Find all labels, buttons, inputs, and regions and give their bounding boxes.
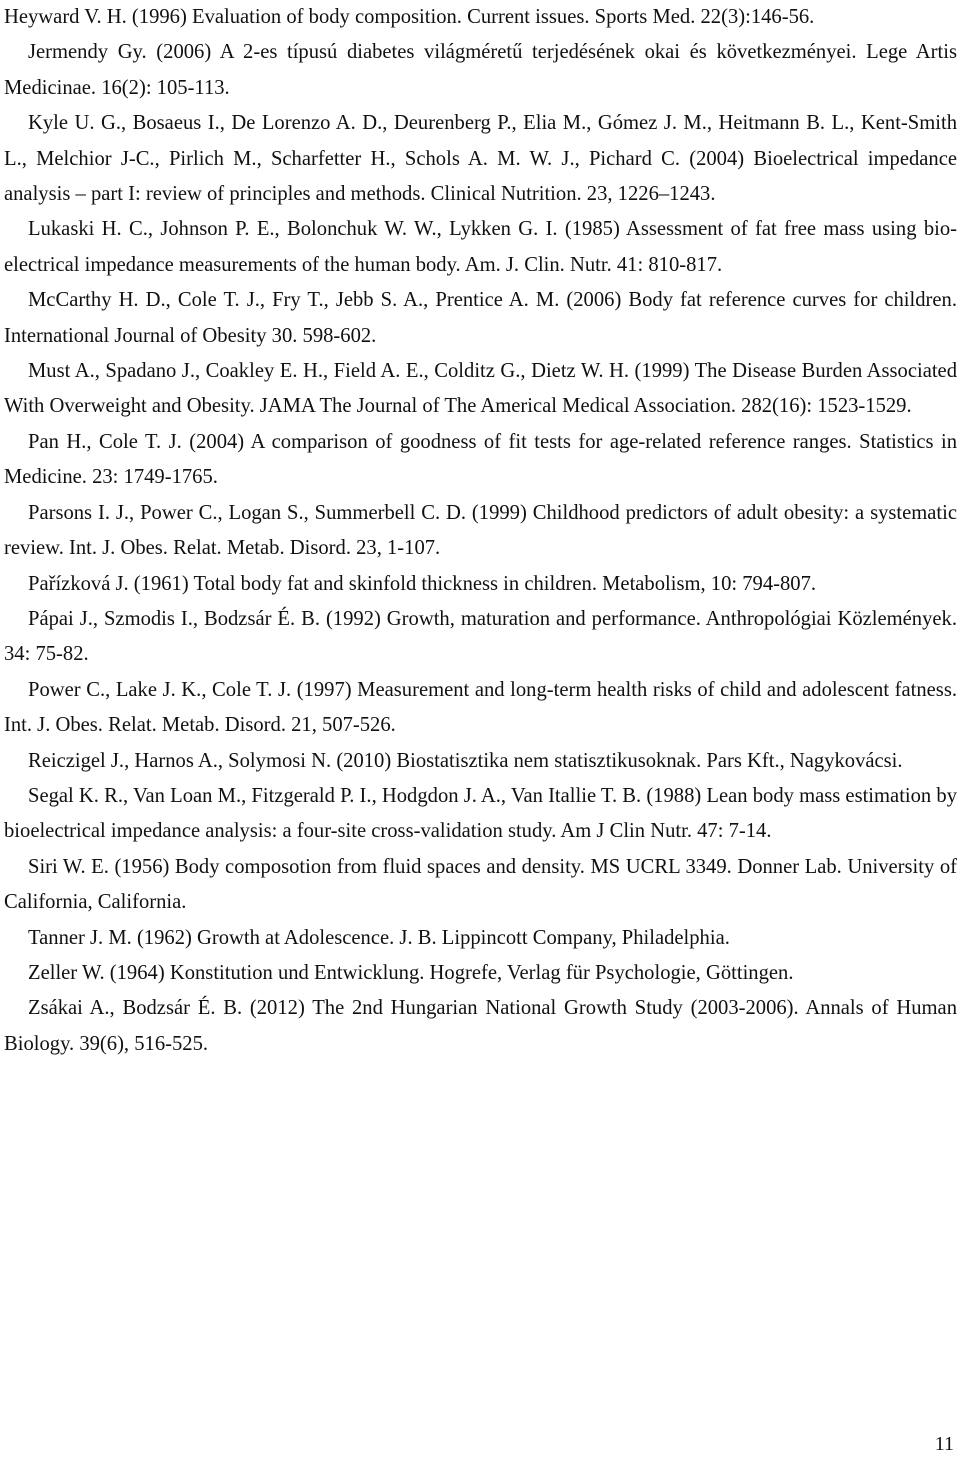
- reference-entry: Jermendy Gy. (2006) A 2-es típusú diabetes világméretű terjedésének okai és következményei. Lege Artis Medicinae. 16(2): 105-113.: [4, 41, 957, 99]
- reference-entry: Kyle U. G., Bosaeus I., De Lorenzo A. D., Deurenberg P., Elia M., Gómez J. M., Heitmann B. L., Kent-Smith L., Melchior J-C., Pirlich M., Scharfetter H., Schols A. M. W. J., Pichard C. (2004) Bioelectrical impedance analysis – part I: review of principles and methods. Clinical Nutrition. 23, 1226–1243.: [4, 112, 957, 206]
- reference-entry: Parsons I. J., Power C., Logan S., Summerbell C. D. (1999) Childhood predictors of adult obesity: a systematic review. Int. J. Obes. Relat. Metab. Disord. 23, 1-107.: [4, 501, 957, 560]
- reference-entry: Pápai J., Szmodis I., Bodzsár É. B. (1992) Growth, maturation and performance. Anthropológiai Közlemények. 34: 75-82.: [4, 607, 957, 666]
- reference-entry: Reiczigel J., Harnos A., Solymosi N. (2010) Biostatisztika nem statisztikusoknak. Pars Kft., Nagykovácsi.: [28, 749, 903, 772]
- reference-entry: Segal K. R., Van Loan M., Fitzgerald P. I., Hodgdon J. A., Van Itallie T. B. (1988) Lean body mass estimation by bioelectrical impedance analysis: a four-site cross-validation study. Am J Clin Nutr. 47: 7-14.: [4, 784, 957, 843]
- reference-entry: Zeller W. (1964) Konstitution und Entwicklung. Hogrefe, Verlag für Psychologie, Göttingen.: [28, 961, 794, 984]
- reference-list: [4, 0, 957, 1062]
- reference-entry: Siri W. E. (1956) Body composotion from fluid spaces and density. MS UCRL 3349. Donner Lab. University of California, California.: [4, 855, 957, 914]
- reference-entry: Must A., Spadano J., Coakley E. H., Field A. E., Colditz G., Dietz W. H. (1999) The Disease Burden Associated With Overweight and Obesity. JAMA The Journal of The Americal Medical Association. 282(16): 1523-1529.: [4, 360, 957, 418]
- reference-entry: McCarthy H. D., Cole T. J., Fry T., Jebb S. A., Prentice A. M. (2006) Body fat reference curves for children. International Journal of Obesity 30. 598-602.: [4, 289, 957, 347]
- reference-entry: Tanner J. M. (1962) Growth at Adolescence. J. B. Lippincott Company, Philadelphia.: [28, 926, 730, 949]
- reference-entry: Pan H., Cole T. J. (2004) A comparison of goodness of fit tests for age-related reference ranges. Statistics in Medicine. 23: 1749-1765.: [4, 430, 957, 489]
- reference-entry: Heyward V. H. (1996) Evaluation of body composition. Current issues. Sports Med. 22(3):146-56.: [4, 6, 815, 28]
- reference-entry: Zsákai A., Bodzsár É. B. (2012) The 2nd Hungarian National Growth Study (2003-2006). Annals of Human Biology. 39(6), 516-525.: [4, 997, 957, 1055]
- reference-entry: Pařízková J. (1961) Total body fat and skinfold thickness in children. Metabolism, 10: 794-807.: [28, 572, 817, 595]
- page-number: 11: [934, 1433, 954, 1455]
- reference-entry: Power C., Lake J. K., Cole T. J. (1997) Measurement and long-term health risks of child and adolescent fatness. Int. J. Obes. Relat. Metab. Disord. 21, 507-526.: [4, 678, 957, 737]
- reference-entry: Lukaski H. C., Johnson P. E., Bolonchuk W. W., Lykken G. I. (1985) Assessment of fat free mass using bio-electrical impedance measurements of the human body. Am. J. Clin. Nutr. 41: 810-817.: [4, 218, 957, 276]
